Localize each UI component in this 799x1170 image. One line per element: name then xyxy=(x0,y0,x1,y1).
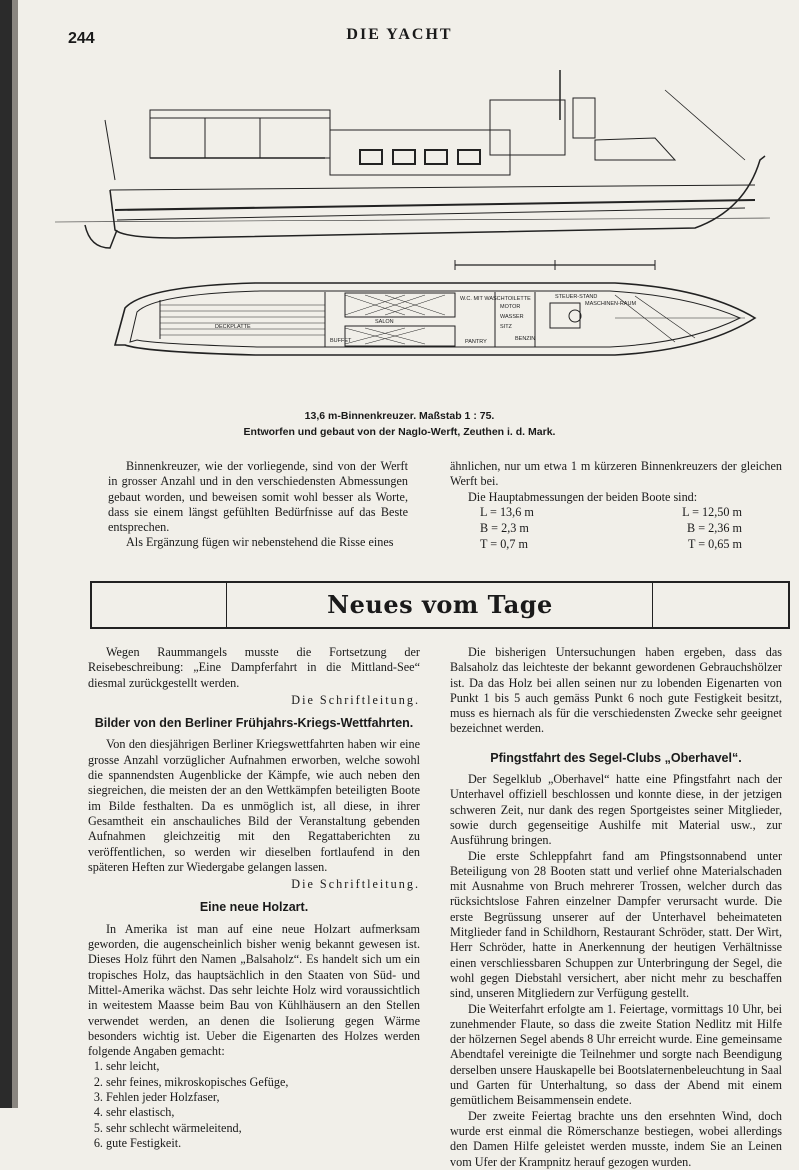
label-steering: STEUER-STAND xyxy=(555,294,598,300)
intro-left-paragraph-1: Binnenkreuzer, wie der vorliegende, sind von der Werft in grosser Anzahl und in den verschiedensten Abmessungen gebaut worden, und beweisen somit wohl besser als Worte, dass sie einem längst gefühlten Bedürfnisse auf das Beste entsprechen. xyxy=(108,459,408,535)
intro-right-paragraph-1: ähnlichen, nur um etwa 1 m kürzeren Binnenkreuzers der gleichen Werft bei. xyxy=(450,459,782,489)
label-buffet: BUFFET xyxy=(330,338,352,344)
heading-pentecost-trip: Pfingstfahrt des Segel-Clubs „Oberhavel“. xyxy=(490,750,742,765)
dim-length-b: L = 12,50 m xyxy=(682,504,742,519)
new-wood-paragraph: In Amerika ist man auf eine neue Holzart aufmerksam geworden, die augenscheinlich bisher wenig bekannt gewesen ist. Dieses Holz führt den Namen „Balsaholz“. Es handelt sich um ein tropisches Holz, das hauptsächlich in den Staaten von Süd- und Mittel-Amerika wächst. Das sehr leichte Holz wird voraussichtlich in weitestem Maasse beim Bau von Kühlhäusern an den Stellen verwendet werden, an denen die Isolierung gegen Wärme besonders wichtig ist. Ueber die Eigenarten des Holzes werden folgende Angaben gemacht: xyxy=(88,921,420,1059)
wood-properties-list xyxy=(88,1059,420,1151)
pentecost-paragraph-3: Die Weiterfahrt erfolgte am 1. Feiertage, vormittags 10 Uhr, bei zunehmender Flaute, so dass die zweite Station Nedlitz mit Hilfe der hölzernen Segel abends 8 Uhr erreicht wurde. Eine gemeinsame Abendtafel vereinigte die Teilnehmer und sorgte nach Beendigung derselben unsere Hauskapelle bei Bootslaternenbeleuchtung in Saal und Garten für Unterhaltung, so dass der Abend mit einem gemütlichem Beisammensein endete. xyxy=(450,1001,782,1108)
pentecost-paragraph-1: Der Segelklub „Oberhavel“ hatte eine Pfingstfahrt nach der Unterhavel offiziell beschlossen und konnte diese, in der jetzigen schweren Zeit, nur dank des regen Sportgeistes seiner Mitglieder, sowie durch gegenseitige Aushilfe mit Material usw., zur Ausführung bringen. xyxy=(450,772,782,848)
property-item: 6. gute Festigkeit. xyxy=(106,1136,420,1151)
pentecost-paragraph-4: Der zweite Feiertag brachte uns den ersehnten Wind, doch wurde erst einmal die Römerschanze bestiegen, wobei allerdings den Damen Hilfe geleistet werden musste, indem Sie an Leinen vom Ufer der Krampnitz herauf gezogen wurden. xyxy=(450,1108,782,1169)
property-item: 4. sehr elastisch, xyxy=(106,1105,420,1120)
page-number: 244 xyxy=(68,30,95,47)
right-column xyxy=(450,645,782,1170)
intro-right-column xyxy=(450,459,782,554)
deckhouse xyxy=(330,130,510,175)
label-pantry: PANTRY xyxy=(465,339,487,345)
heading-war-races: Bilder von den Berliner Frühjahrs-Kriegs-Wettfahrten. xyxy=(94,716,414,731)
dim-length-a: L = 13,6 m xyxy=(480,504,534,519)
heading-new-wood: Eine neue Holzart. xyxy=(199,900,309,915)
book-spine-shadow xyxy=(0,0,12,1108)
label-salon: SALON xyxy=(375,319,394,325)
label-machine-room: MASCHINEN-RAUM xyxy=(585,301,637,307)
rudder xyxy=(85,225,117,248)
label-water: WASSER xyxy=(500,314,524,320)
property-item: 2. sehr feines, mikroskopisches Gefüge, xyxy=(106,1075,420,1090)
dim-beam-b: B = 2,36 m xyxy=(687,521,742,536)
hull-side-profile xyxy=(110,156,765,238)
canopy-structure xyxy=(150,110,330,158)
banner-left-cell xyxy=(92,583,227,627)
property-item: 1. sehr leicht, xyxy=(106,1059,420,1074)
dim-beam-a: B = 2,3 m xyxy=(480,521,529,536)
pentecost-paragraph-2: Die erste Schleppfahrt fand am Pfingstsonnabend unter Beteiligung von 28 Booten statt und verlief ohne Materialschaden mit Ausnahme von Bruch mehrerer Trossen, welcher durch das rücksichtslose Fahren einzelner Dampfer verursacht wurde. Die erste Begrüssung unserer auf der Unterhavel beheimateten Mitglieder fand in Schildhorn, Restaurant Schröder, statt. Der Wirt, Herr Schröder, hatte in Anerkennung der heutigen Verhältnisse einen verschliessbaren Schuppen zur Unterbringung der Segel, die wohl gegen Diebstahl versichert, aber nicht mehr zu beschaffen sind, unseren Mitgliedern zur Verfügung gestellt. xyxy=(450,848,782,1001)
running-title: DIE YACHT xyxy=(346,26,453,43)
left-column xyxy=(88,645,420,1151)
intro-right-paragraph-2: Die Hauptabmessungen der beiden Boote sind: xyxy=(468,489,698,504)
intro-left-column xyxy=(108,459,408,551)
label-wc: W.C. MIT WASCHTOILETTE xyxy=(460,296,531,302)
funnel xyxy=(573,98,595,138)
space-notice-signature: Die Schriftleitung. xyxy=(291,692,420,707)
war-races-signature: Die Schriftleitung. xyxy=(291,877,420,892)
figure-caption-title: 13,6 m-Binnenkreuzer. Maßstab 1 : 75. xyxy=(304,410,495,422)
dim-draft-a: T = 0,7 m xyxy=(480,537,528,552)
book-spine-edge xyxy=(12,0,18,1108)
balsa-conclusion-paragraph: Die bisherigen Untersuchungen haben ergeben, dass das Balsaholz das leichteste der bekannt gewordenen Gebrauchshölzer ist. Da das Holz bei allen seinen nur zu lobenden Eigenarten von Punkt 1 bis 5 auch gemäss Punkt 6 noch gute Festigkeit besitzt, muss es hiernach als für die verschiedensten Zwecke sehr geeignet bezeichnet werden. xyxy=(450,645,782,736)
property-item: 5. sehr schlecht wärmeleitend, xyxy=(106,1121,420,1136)
label-motor: MOTOR xyxy=(500,304,521,310)
dim-draft-b: T = 0,65 m xyxy=(687,537,742,552)
label-petrol: BENZIN xyxy=(515,336,536,342)
intro-left-paragraph-2: Als Ergänzung fügen wir nebenstehend die Risse eines xyxy=(126,535,394,550)
dimensions-table xyxy=(450,505,782,554)
label-deckplate: DECKPLATTE xyxy=(215,324,251,330)
label-sitz: SITZ xyxy=(500,324,512,330)
boat-technical-drawing xyxy=(55,60,770,405)
banner-title: Neues vom Tage xyxy=(327,590,553,619)
war-races-paragraph: Von den diesjährigen Berliner Kriegswettfahrten haben wir eine grosse Anzahl vorzüglicher Aufnahmen erworben, welche sowohl die spannendsten Augenblicke der Kämpfe, wie auch neben den siegreichen, die meisten der an den Wettkämpfen beteiligten Boote im Bilde festhalten. Da es unmöglich ist, all diese, in ihrer Gesamtheit ein anschauliches Bild der Veranstaltung gebenden Aufnahmen gleichzeitig mit den Regattaberichten zu veröffentlichen, so werden wir dieselben fortlaufend in den späteren Heften zur Wiedergabe gelangen lassen. xyxy=(88,737,420,874)
banner-right-divider xyxy=(652,583,653,627)
space-notice: Wegen Raummangels musste die Fortsetzung der Reisebeschreibung: „Eine Dampferfahrt in die Mittland-See“ diesmal zurückgestellt werden. xyxy=(88,645,420,690)
figure-caption-credit: Entworfen und gebaut von der Naglo-Werft, Zeuthen i. d. Mark. xyxy=(243,426,556,438)
property-item: 3. Fehlen jeder Holzfaser, xyxy=(106,1090,420,1105)
section-banner xyxy=(90,581,790,629)
